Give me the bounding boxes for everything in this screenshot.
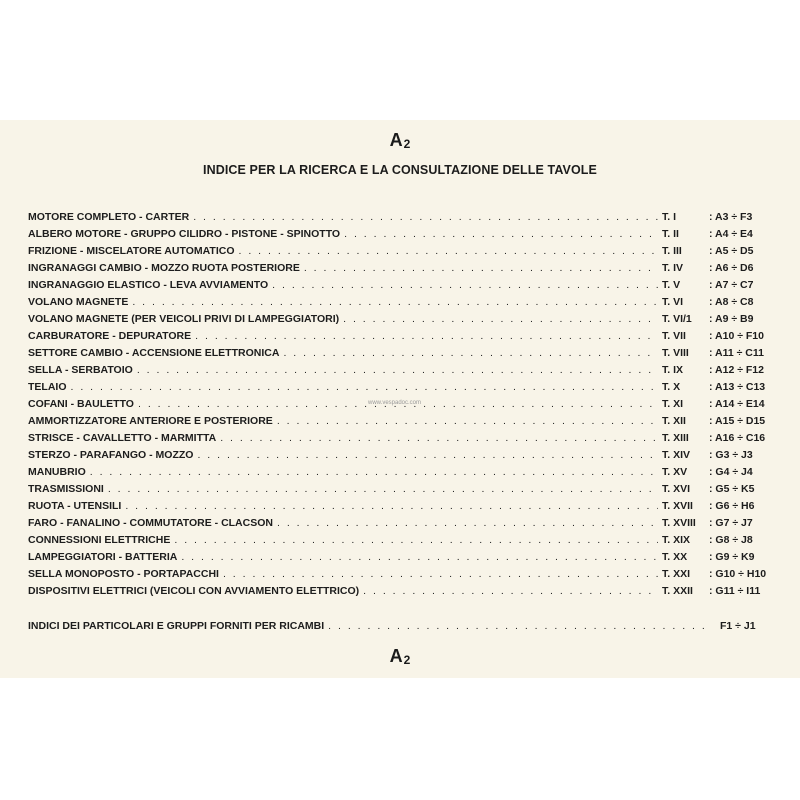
toc-entry-title: STRISCE - CAVALLETTO - MARMITTA . . . [28, 430, 658, 447]
toc-table-number: T. IV [662, 262, 684, 274]
toc-row [28, 277, 776, 294]
toc-entry-title: ALBERO MOTORE - GRUPPO CILIDRO - PISTONE - SPINOTTO . . . [28, 226, 658, 243]
toc-entry-title: TELAIO . . . [28, 379, 658, 396]
toc-entry-title: FRIZIONE - MISCELATORE AUTOMATICO . . . [28, 243, 658, 260]
toc-row [28, 566, 776, 583]
toc-table-number: T. XVII [662, 500, 693, 512]
toc-page-range: : G4 ÷ J4 [709, 466, 753, 478]
toc-entry-title: DISPOSITIVI ELETTRICI (VEICOLI CON AVVIAMENTO ELETTRICO) . . . [28, 583, 658, 600]
toc-table-number: T. VI [662, 296, 684, 308]
toc-entry-title: AMMORTIZZATORE ANTERIORE E POSTERIORE . . . [28, 413, 658, 430]
toc-entry-title: RUOTA - UTENSILI . . . [28, 498, 658, 515]
toc-entry-title: INDICI DEI PARTICOLARI E GRUPPI FORNITI PER RICAMBI . . . [28, 618, 710, 635]
page-number-bottom: A2 [389, 646, 411, 667]
toc-table-number: T. XVI [662, 483, 691, 495]
toc-table-number: T. V [662, 279, 681, 291]
toc-entry-title: SELLA - SERBATOIO . . . [28, 362, 658, 379]
toc-page-range: : G5 ÷ K5 [709, 483, 755, 495]
toc-table-number: T. VII [662, 330, 686, 342]
toc-row [28, 549, 776, 566]
toc-row [28, 583, 776, 600]
toc-page-range: : A7 ÷ C7 [709, 279, 754, 291]
toc-entry-title: LAMPEGGIATORI - BATTERIA . . . [28, 549, 658, 566]
toc-row [28, 481, 776, 498]
toc-page-range: : G6 ÷ H6 [709, 500, 755, 512]
toc-row [28, 243, 776, 260]
toc-page-range: : A8 ÷ C8 [709, 296, 754, 308]
toc-entry-title: TRASMISSIONI . . . [28, 481, 658, 498]
toc-page-range: : A15 ÷ D15 [709, 415, 766, 427]
toc-entry-title: FARO - FANALINO - COMMUTATORE - CLACSON . . . [28, 515, 658, 532]
toc-entry-title: SELLA MONOPOSTO - PORTAPACCHI . . . [28, 566, 658, 583]
watermark-text: www.vespadoc.com [368, 400, 422, 406]
toc-table-number: T. XVIII [662, 517, 696, 529]
toc-table-number: T. IX [662, 364, 684, 376]
toc-table-number: T. X [662, 381, 681, 393]
toc-page-range: : A16 ÷ C16 [709, 432, 766, 444]
toc-table-number: T. XIII [662, 432, 689, 444]
toc-row [28, 430, 776, 447]
toc-table-number: T. XIV [662, 449, 691, 461]
toc-entry-title: INGRANAGGI CAMBIO - MOZZO RUOTA POSTERIORE . . . [28, 260, 658, 277]
toc-row [28, 447, 776, 464]
toc-row [28, 515, 776, 532]
toc-row [28, 328, 776, 345]
toc-table-number: T. XXII [662, 585, 693, 597]
toc-page-range: : G8 ÷ J8 [709, 534, 753, 546]
document-page [0, 120, 800, 678]
toc-row [28, 532, 776, 549]
toc-row [28, 396, 776, 413]
toc-page-range: : A4 ÷ E4 [709, 228, 753, 240]
toc-page-range: : A11 ÷ C11 [709, 347, 764, 359]
toc-table-number: T. VIII [662, 347, 689, 359]
toc-page-range: : A12 ÷ F12 [709, 364, 764, 376]
toc-table-number: T. XI [662, 398, 684, 410]
toc-page-range: : G11 ÷ I11 [709, 585, 761, 597]
toc-page-range: : A13 ÷ C13 [709, 381, 766, 393]
toc-page-range: : G3 ÷ J3 [709, 449, 753, 461]
toc-row [28, 294, 776, 311]
page-number-top: A2 [389, 130, 411, 151]
toc-row-spare-parts-index [28, 618, 776, 635]
toc-entry-title: CARBURATORE - DEPURATORE . . . [28, 328, 658, 345]
toc-row [28, 209, 776, 226]
toc-entry-title: STERZO - PARAFANGO - MOZZO . . . [28, 447, 658, 464]
toc-table-number: T. VI/1 [662, 313, 692, 325]
toc-page-range: : A14 ÷ E14 [709, 398, 765, 410]
toc-entry-title: SETTORE CAMBIO - ACCENSIONE ELETTRONICA . . . [28, 345, 658, 362]
toc-table-number: T. XX [662, 551, 688, 563]
toc-row [28, 226, 776, 243]
toc-row [28, 345, 776, 362]
toc-page-range: : G9 ÷ K9 [709, 551, 755, 563]
toc-row [28, 362, 776, 379]
toc-table-number: T. I [662, 211, 677, 223]
index-heading: INDICE PER LA RICERCA E LA CONSULTAZIONE DELLE TAVOLE [203, 163, 597, 177]
toc-row [28, 260, 776, 277]
toc-page-range: : A10 ÷ F10 [709, 330, 764, 342]
toc-page-range: : A9 ÷ B9 [709, 313, 754, 325]
toc-entry-title: VOLANO MAGNETE . . . [28, 294, 658, 311]
toc-page-range: : G7 ÷ J7 [709, 517, 753, 529]
toc-entry-title: MANUBRIO . . . [28, 464, 658, 481]
toc-row [28, 464, 776, 481]
toc-row [28, 379, 776, 396]
toc-page-range: : A6 ÷ D6 [709, 262, 754, 274]
toc-page-range: : A5 ÷ D5 [709, 245, 754, 257]
toc-entry-title: VOLANO MAGNETE (PER VEICOLI PRIVI DI LAMPEGGIATORI) . . . [28, 311, 658, 328]
toc-page-range: F1 ÷ J1 [720, 620, 756, 632]
toc-entry-title: INGRANAGGIO ELASTICO - LEVA AVVIAMENTO . . . [28, 277, 658, 294]
toc-page-range: : A3 ÷ F3 [709, 211, 753, 223]
toc-row [28, 498, 776, 515]
toc-table-number: T. XIX [662, 534, 691, 546]
toc-entry-title: COFANI - BAULETTO . . . [28, 396, 658, 413]
toc-row [28, 311, 776, 328]
toc-entry-title: CONNESSIONI ELETTRICHE . . . [28, 532, 658, 549]
toc-table-number: T. XXI [662, 568, 691, 580]
toc-table-number: T. XV [662, 466, 688, 478]
toc-row [28, 413, 776, 430]
toc-entry-title: MOTORE COMPLETO - CARTER . . . [28, 209, 658, 226]
table-of-contents [28, 209, 776, 635]
toc-table-number: T. XII [662, 415, 686, 427]
toc-table-number: T. II [662, 228, 679, 240]
toc-page-range: : G10 ÷ H10 [709, 568, 767, 580]
toc-table-number: T. III [662, 245, 682, 257]
